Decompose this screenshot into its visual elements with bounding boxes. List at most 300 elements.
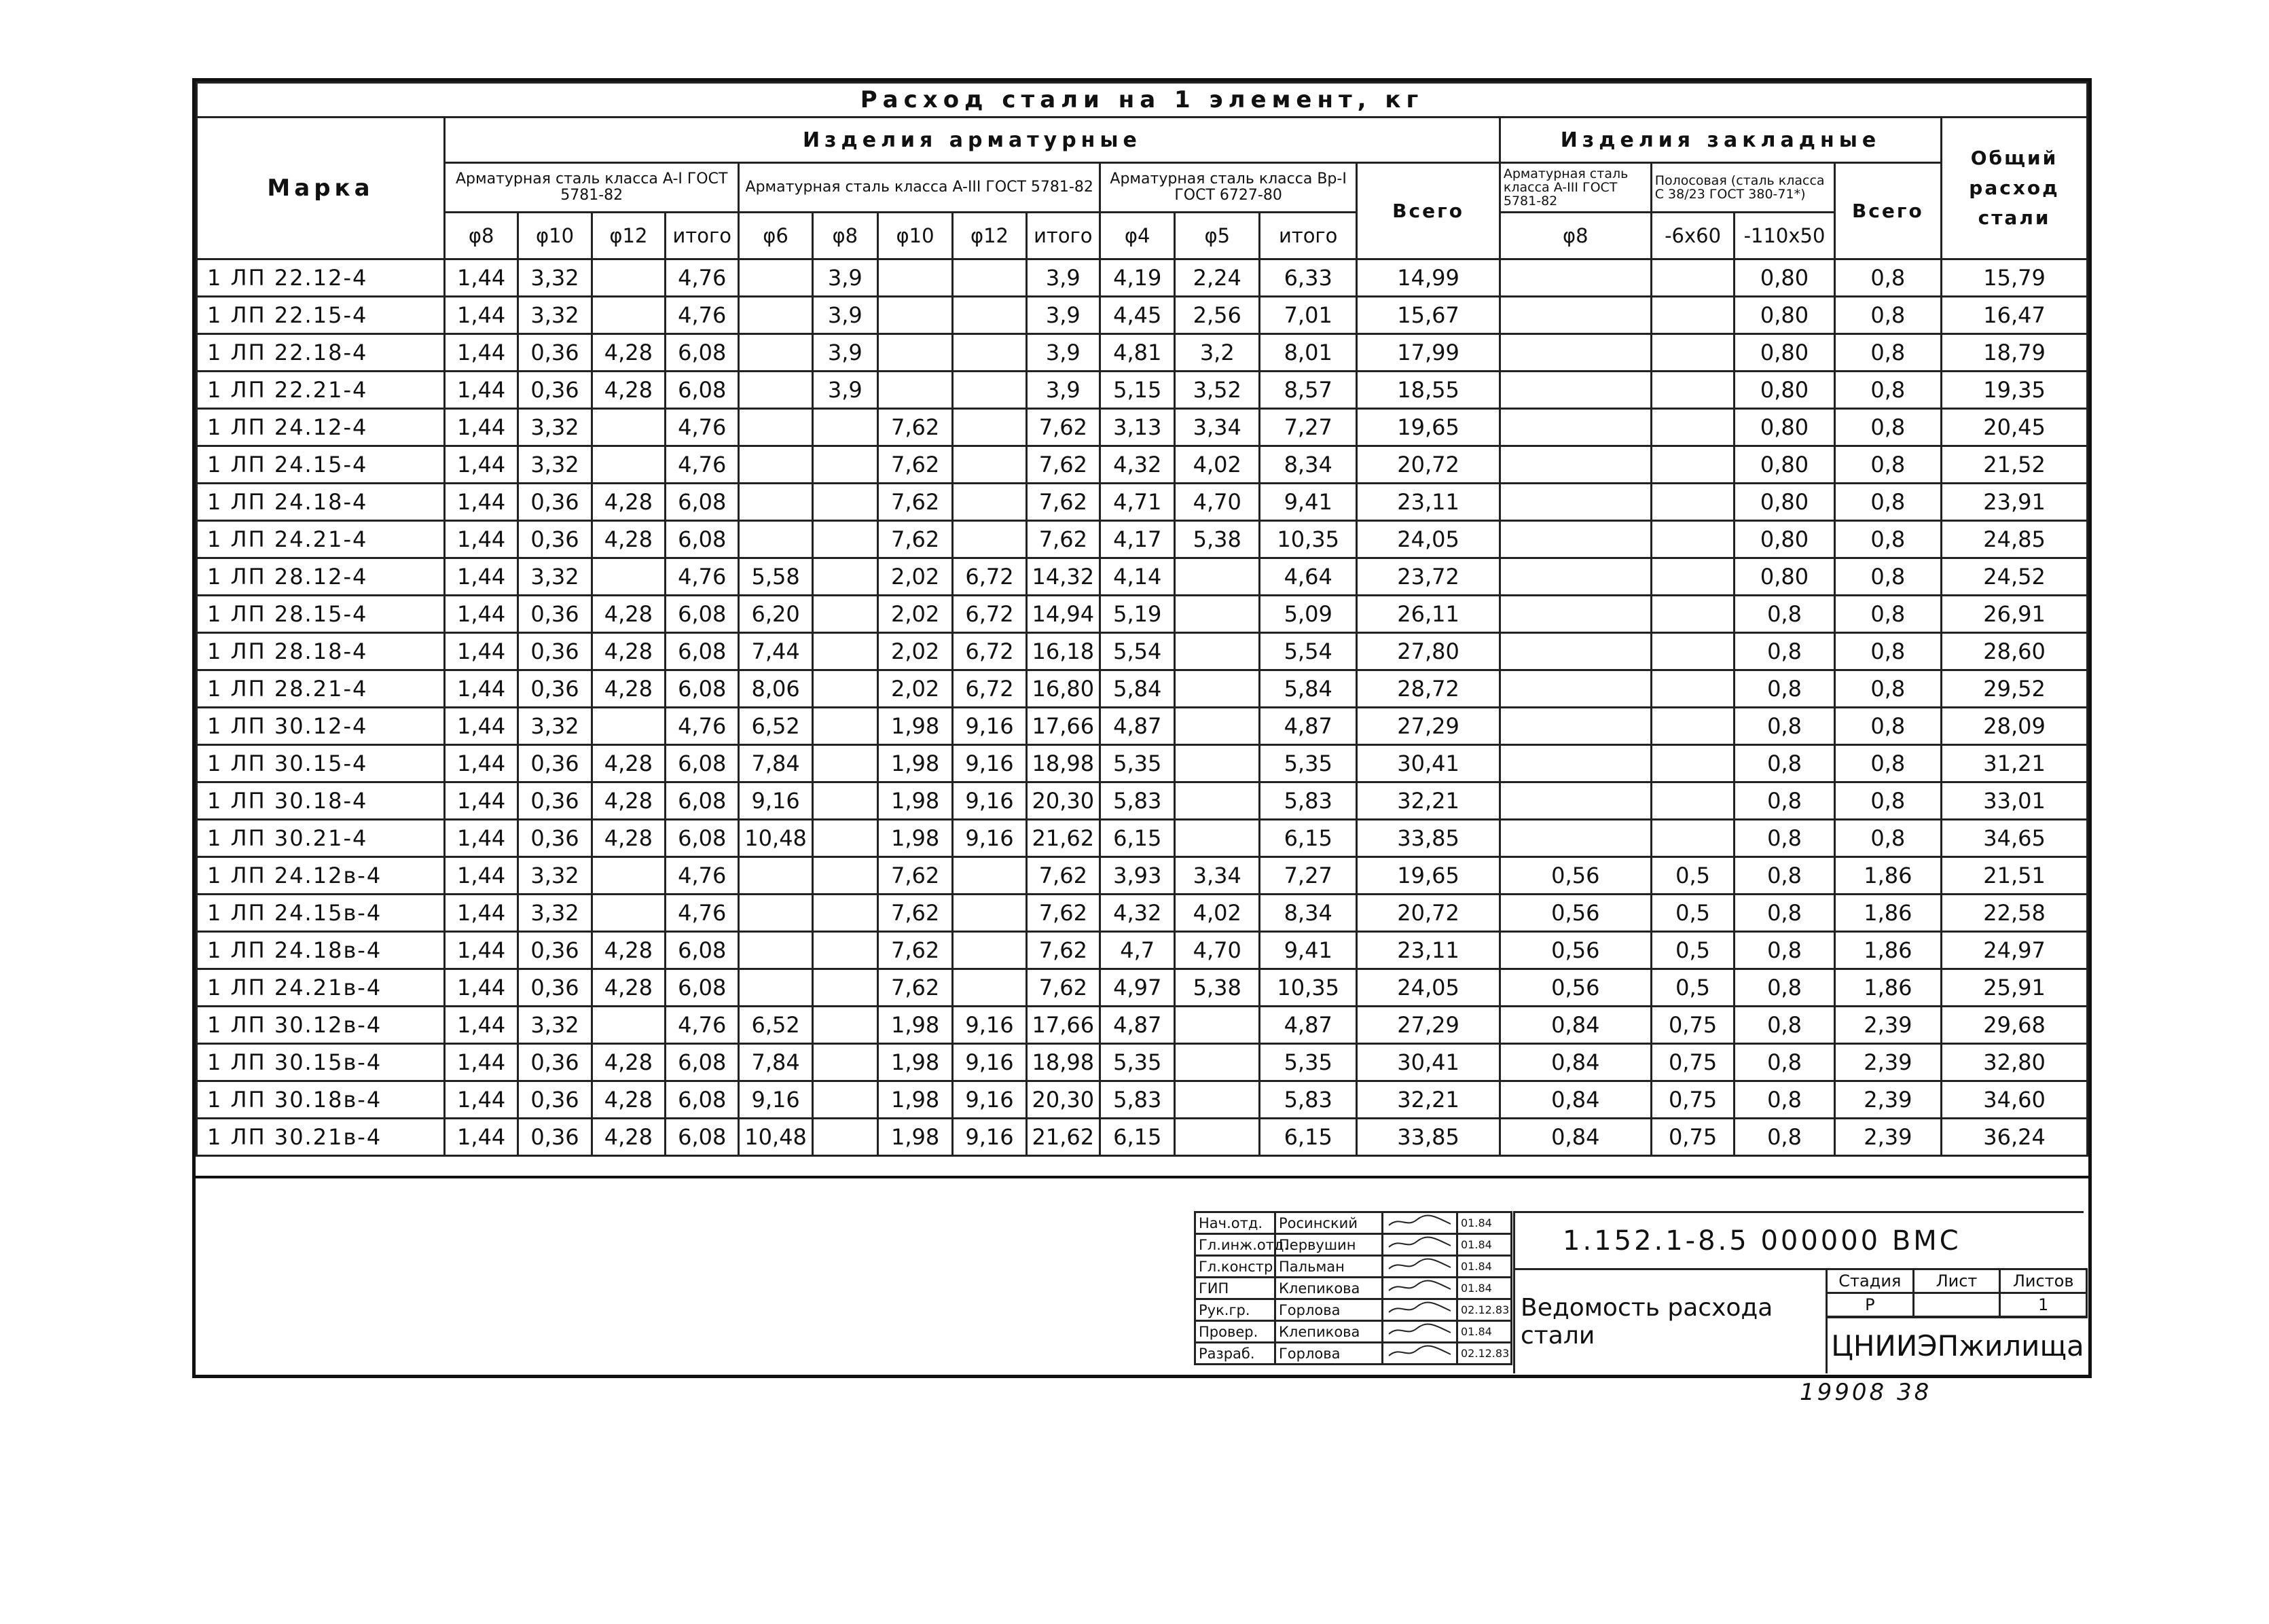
row-cell: 1,44 xyxy=(444,1119,518,1156)
row-cell: 5,83 xyxy=(1100,782,1175,820)
row-cell: 0,8 xyxy=(1735,969,1834,1007)
row-cell: 0,80 xyxy=(1735,372,1834,409)
row-cell: 0,84 xyxy=(1500,1119,1651,1156)
row-cell: 0,8 xyxy=(1735,745,1834,782)
row-cell: 24,05 xyxy=(1357,969,1500,1007)
row-cell: 6,08 xyxy=(666,1044,739,1081)
row-cell: 5,83 xyxy=(1260,1081,1357,1119)
row-cell: 7,62 xyxy=(1026,857,1100,895)
row-cell xyxy=(1175,820,1260,857)
row-cell: 23,72 xyxy=(1357,558,1500,596)
signature-name: Горлова xyxy=(1275,1299,1383,1321)
row-cell: 0,84 xyxy=(1500,1081,1651,1119)
row-cell xyxy=(877,259,952,297)
row-cell: 0,5 xyxy=(1651,932,1735,969)
row-cell: 7,84 xyxy=(739,745,812,782)
row-cell: 4,71 xyxy=(1100,484,1175,521)
signature-date: 01.84 xyxy=(1457,1234,1512,1256)
row-cell: 20,72 xyxy=(1357,895,1500,932)
row-cell: 1,86 xyxy=(1834,895,1941,932)
row-mark: 1 ЛП 22.15-4 xyxy=(197,297,445,334)
row-cell: 26,11 xyxy=(1357,596,1500,633)
row-cell: 6,08 xyxy=(666,633,739,670)
row-cell: 10,35 xyxy=(1260,969,1357,1007)
row-cell xyxy=(1651,558,1735,596)
row-cell: 22,58 xyxy=(1942,895,2088,932)
row-cell: 0,75 xyxy=(1651,1081,1735,1119)
row-cell xyxy=(1175,745,1260,782)
col-a1-d12: φ12 xyxy=(592,213,665,259)
row-cell: 6,08 xyxy=(666,745,739,782)
row-cell xyxy=(877,372,952,409)
row-mark: 1 ЛП 30.12в-4 xyxy=(197,1007,445,1044)
row-cell: 4,97 xyxy=(1100,969,1175,1007)
row-cell: 4,28 xyxy=(592,1081,665,1119)
row-cell: 5,54 xyxy=(1100,633,1175,670)
stage-value: Р xyxy=(1827,1293,1914,1317)
row-cell: 1,44 xyxy=(444,820,518,857)
row-cell: 6,08 xyxy=(666,334,739,372)
row-cell: 9,16 xyxy=(953,1081,1026,1119)
row-cell xyxy=(1175,1081,1260,1119)
row-cell: 4,28 xyxy=(592,334,665,372)
row-cell: 6,52 xyxy=(739,708,812,745)
row-cell: 6,15 xyxy=(1100,1119,1175,1156)
row-cell xyxy=(1175,782,1260,820)
row-cell xyxy=(1175,596,1260,633)
row-cell: 6,08 xyxy=(666,596,739,633)
signature-date: 01.84 xyxy=(1457,1321,1512,1343)
row-cell xyxy=(592,558,665,596)
row-cell: 1,44 xyxy=(444,297,518,334)
row-cell: 9,16 xyxy=(953,1119,1026,1156)
row-cell: 1,44 xyxy=(444,1007,518,1044)
row-cell: 6,08 xyxy=(666,372,739,409)
row-cell: 4,45 xyxy=(1100,297,1175,334)
row-cell: 0,36 xyxy=(518,745,592,782)
signature-role: Нач.отд. xyxy=(1195,1212,1275,1234)
row-cell: 7,62 xyxy=(1026,409,1100,446)
row-cell: 18,79 xyxy=(1942,334,2088,372)
row-cell xyxy=(1651,670,1735,708)
row-cell: 0,84 xyxy=(1500,1044,1651,1081)
row-cell xyxy=(592,259,665,297)
sheets-label: Листов xyxy=(2000,1269,2087,1293)
row-cell xyxy=(1651,596,1735,633)
row-cell xyxy=(1175,1119,1260,1156)
row-cell: 7,62 xyxy=(877,521,952,558)
row-cell xyxy=(1500,596,1651,633)
row-cell: 1,44 xyxy=(444,558,518,596)
row-cell xyxy=(739,259,812,297)
row-cell: 4,76 xyxy=(666,409,739,446)
row-cell: 4,76 xyxy=(666,297,739,334)
col-a3-total: итого xyxy=(1026,213,1100,259)
row-cell: 5,38 xyxy=(1175,521,1260,558)
row-cell: 1,44 xyxy=(444,969,518,1007)
table-row xyxy=(197,297,2088,334)
row-cell: 0,8 xyxy=(1834,558,1941,596)
row-cell: 6,72 xyxy=(953,558,1026,596)
row-cell: 4,17 xyxy=(1100,521,1175,558)
row-cell: 4,87 xyxy=(1260,708,1357,745)
row-cell: 0,36 xyxy=(518,633,592,670)
class-bp1-header: Арматурная сталь класса Bр-I ГОСТ 6727-80 xyxy=(1100,163,1357,213)
row-mark: 1 ЛП 30.15в-4 xyxy=(197,1044,445,1081)
table-row xyxy=(197,670,2088,708)
row-cell: 0,8 xyxy=(1834,446,1941,484)
row-cell xyxy=(592,708,665,745)
row-cell: 2,02 xyxy=(877,596,952,633)
col-a3-d6: φ6 xyxy=(739,213,812,259)
row-cell: 5,84 xyxy=(1100,670,1175,708)
row-cell: 4,87 xyxy=(1100,708,1175,745)
row-cell xyxy=(953,895,1026,932)
row-cell: 5,83 xyxy=(1100,1081,1175,1119)
signature-table xyxy=(1194,1211,1512,1365)
row-cell xyxy=(877,334,952,372)
row-cell: 16,18 xyxy=(1026,633,1100,670)
row-cell: 7,62 xyxy=(1026,895,1100,932)
row-cell xyxy=(812,820,877,857)
document-code: 1.152.1-8.5 000000 ВМС xyxy=(1513,1211,2084,1268)
signature-mark xyxy=(1383,1321,1457,1343)
row-cell xyxy=(1175,558,1260,596)
row-cell: 4,28 xyxy=(592,372,665,409)
sheets-value: 1 xyxy=(2000,1293,2087,1317)
row-cell: 32,21 xyxy=(1357,782,1500,820)
row-cell: 34,65 xyxy=(1942,820,2088,857)
row-cell: 0,80 xyxy=(1735,446,1834,484)
row-cell: 8,34 xyxy=(1260,895,1357,932)
row-cell: 28,09 xyxy=(1942,708,2088,745)
row-cell: 2,02 xyxy=(877,670,952,708)
row-cell xyxy=(1651,708,1735,745)
row-cell xyxy=(1175,708,1260,745)
row-cell: 9,41 xyxy=(1260,932,1357,969)
row-cell: 1,98 xyxy=(877,1081,952,1119)
col-a3-d8: φ8 xyxy=(812,213,877,259)
row-cell: 33,01 xyxy=(1942,782,2088,820)
steel-consumption-table xyxy=(196,82,2088,1157)
row-cell: 21,51 xyxy=(1942,857,2088,895)
row-cell: 4,28 xyxy=(592,932,665,969)
row-cell xyxy=(1500,409,1651,446)
col-bp1-d5: φ5 xyxy=(1175,213,1260,259)
row-cell: 4,7 xyxy=(1100,932,1175,969)
row-cell xyxy=(812,745,877,782)
row-cell: 3,52 xyxy=(1175,372,1260,409)
signature-row xyxy=(1195,1321,1512,1343)
signature-row xyxy=(1195,1343,1512,1365)
row-mark: 1 ЛП 24.15в-4 xyxy=(197,895,445,932)
signature-row xyxy=(1195,1256,1512,1278)
row-cell: 3,32 xyxy=(518,895,592,932)
row-cell: 4,02 xyxy=(1175,895,1260,932)
row-cell: 17,99 xyxy=(1357,334,1500,372)
row-mark: 1 ЛП 22.12-4 xyxy=(197,259,445,297)
row-mark: 1 ЛП 24.12в-4 xyxy=(197,857,445,895)
row-cell: 1,44 xyxy=(444,446,518,484)
row-mark: 1 ЛП 30.18в-4 xyxy=(197,1081,445,1119)
row-cell: 1,44 xyxy=(444,633,518,670)
emb-strip-header: Полосовая (сталь класса С 38/23 ГОСТ 380-71*) xyxy=(1651,163,1834,213)
row-cell: 3,32 xyxy=(518,297,592,334)
row-cell: 0,8 xyxy=(1735,1007,1834,1044)
row-cell xyxy=(812,446,877,484)
row-cell: 4,28 xyxy=(592,484,665,521)
row-cell: 3,32 xyxy=(518,857,592,895)
row-cell xyxy=(1175,633,1260,670)
row-cell: 0,8 xyxy=(1834,372,1941,409)
row-cell: 1,44 xyxy=(444,334,518,372)
signature-role: Гл.инж.отд. xyxy=(1195,1234,1275,1256)
row-cell: 1,98 xyxy=(877,1044,952,1081)
row-cell: 10,48 xyxy=(739,820,812,857)
row-cell: 2,56 xyxy=(1175,297,1260,334)
row-cell: 0,80 xyxy=(1735,259,1834,297)
row-mark: 1 ЛП 24.21-4 xyxy=(197,521,445,558)
row-cell: 7,62 xyxy=(877,484,952,521)
table-row xyxy=(197,1119,2088,1156)
row-cell: 3,34 xyxy=(1175,857,1260,895)
row-cell: 4,87 xyxy=(1100,1007,1175,1044)
row-cell: 0,8 xyxy=(1834,633,1941,670)
row-cell: 6,20 xyxy=(739,596,812,633)
row-cell: 1,98 xyxy=(877,1119,952,1156)
row-cell: 0,84 xyxy=(1500,1007,1651,1044)
row-cell: 4,28 xyxy=(592,745,665,782)
row-cell: 3,9 xyxy=(812,297,877,334)
row-cell: 24,05 xyxy=(1357,521,1500,558)
row-cell xyxy=(592,409,665,446)
row-cell xyxy=(812,521,877,558)
row-cell: 7,84 xyxy=(739,1044,812,1081)
row-cell xyxy=(812,1007,877,1044)
row-cell: 4,87 xyxy=(1260,1007,1357,1044)
row-cell: 4,14 xyxy=(1100,558,1175,596)
row-cell xyxy=(1500,558,1651,596)
row-mark: 1 ЛП 28.21-4 xyxy=(197,670,445,708)
signature-date: 01.84 xyxy=(1457,1278,1512,1299)
signature-role: Рук.гр. xyxy=(1195,1299,1275,1321)
table-row xyxy=(197,1081,2088,1119)
row-cell xyxy=(812,969,877,1007)
row-cell: 4,28 xyxy=(592,670,665,708)
row-cell: 1,98 xyxy=(877,1007,952,1044)
row-cell: 8,06 xyxy=(739,670,812,708)
class-a1-header: Арматурная сталь класса A-I ГОСТ 5781-82 xyxy=(444,163,738,213)
sheet-value xyxy=(1913,1293,2000,1317)
signature-mark xyxy=(1383,1234,1457,1256)
table-row xyxy=(197,633,2088,670)
row-cell: 16,80 xyxy=(1026,670,1100,708)
row-cell: 3,9 xyxy=(1026,372,1100,409)
row-cell: 0,36 xyxy=(518,596,592,633)
row-cell xyxy=(1651,633,1735,670)
table-row xyxy=(197,932,2088,969)
row-cell: 5,58 xyxy=(739,558,812,596)
row-cell: 31,21 xyxy=(1942,745,2088,782)
row-cell: 34,60 xyxy=(1942,1081,2088,1119)
row-cell: 5,09 xyxy=(1260,596,1357,633)
row-cell: 2,02 xyxy=(877,633,952,670)
table-row xyxy=(197,446,2088,484)
signature-role: Гл.констр. xyxy=(1195,1256,1275,1278)
row-cell: 3,9 xyxy=(1026,259,1100,297)
row-cell: 1,44 xyxy=(444,259,518,297)
row-cell: 1,44 xyxy=(444,1081,518,1119)
signature-date: 01.84 xyxy=(1457,1256,1512,1278)
organization-name: ЦНИИЭПжилища xyxy=(1826,1316,2088,1373)
row-cell: 16,47 xyxy=(1942,297,2088,334)
col-a3-d12: φ12 xyxy=(953,213,1026,259)
row-cell: 7,44 xyxy=(739,633,812,670)
row-cell: 19,65 xyxy=(1357,857,1500,895)
row-cell: 26,91 xyxy=(1942,596,2088,633)
row-mark: 1 ЛП 24.15-4 xyxy=(197,446,445,484)
row-cell xyxy=(1500,633,1651,670)
row-cell: 18,98 xyxy=(1026,745,1100,782)
signature-row xyxy=(1195,1234,1512,1256)
emb-total-header: Всего xyxy=(1834,163,1941,259)
row-cell: 0,36 xyxy=(518,334,592,372)
class-a3-header: Арматурная сталь класса A-III ГОСТ 5781-82 xyxy=(739,163,1100,213)
row-cell: 5,19 xyxy=(1100,596,1175,633)
row-cell: 33,85 xyxy=(1357,1119,1500,1156)
row-cell xyxy=(953,932,1026,969)
signature-name: Горлова xyxy=(1275,1343,1383,1365)
row-cell: 0,8 xyxy=(1735,932,1834,969)
table-row xyxy=(197,969,2088,1007)
row-cell: 0,8 xyxy=(1834,259,1941,297)
row-cell: 19,35 xyxy=(1942,372,2088,409)
row-cell xyxy=(953,409,1026,446)
row-cell: 1,44 xyxy=(444,895,518,932)
row-cell: 4,28 xyxy=(592,820,665,857)
row-cell xyxy=(812,1044,877,1081)
row-cell: 10,48 xyxy=(739,1119,812,1156)
row-cell: 0,8 xyxy=(1735,782,1834,820)
row-cell: 6,72 xyxy=(953,670,1026,708)
row-cell: 0,80 xyxy=(1735,558,1834,596)
emb-a3-header: Арматурная сталь класса A-III ГОСТ 5781-82 xyxy=(1500,163,1651,213)
row-mark: 1 ЛП 30.18-4 xyxy=(197,782,445,820)
row-cell: 7,62 xyxy=(1026,484,1100,521)
row-cell: 0,56 xyxy=(1500,857,1651,895)
row-cell: 7,27 xyxy=(1260,409,1357,446)
row-cell: 24,85 xyxy=(1942,521,2088,558)
row-cell xyxy=(739,857,812,895)
table-body xyxy=(197,259,2088,1156)
row-cell xyxy=(812,409,877,446)
row-cell xyxy=(592,895,665,932)
row-cell xyxy=(1651,334,1735,372)
table-row xyxy=(197,895,2088,932)
row-cell xyxy=(1175,1007,1260,1044)
row-cell: 0,8 xyxy=(1834,820,1941,857)
col-emb-d8: φ8 xyxy=(1500,213,1651,259)
row-cell: 4,32 xyxy=(1100,895,1175,932)
row-cell: 3,32 xyxy=(518,1007,592,1044)
row-cell xyxy=(1500,670,1651,708)
row-cell: 0,80 xyxy=(1735,521,1834,558)
row-cell: 0,8 xyxy=(1735,670,1834,708)
row-cell: 20,72 xyxy=(1357,446,1500,484)
row-cell: 4,28 xyxy=(592,782,665,820)
row-cell: 7,01 xyxy=(1260,297,1357,334)
row-cell xyxy=(812,932,877,969)
signature-row xyxy=(1195,1212,1512,1234)
row-cell: 18,98 xyxy=(1026,1044,1100,1081)
row-cell: 4,76 xyxy=(666,708,739,745)
row-cell xyxy=(1500,297,1651,334)
row-cell xyxy=(953,521,1026,558)
row-cell: 20,30 xyxy=(1026,1081,1100,1119)
row-cell: 8,34 xyxy=(1260,446,1357,484)
row-cell: 3,9 xyxy=(1026,334,1100,372)
row-cell: 1,44 xyxy=(444,1044,518,1081)
row-cell xyxy=(812,670,877,708)
signature-mark xyxy=(1383,1256,1457,1278)
row-cell: 4,76 xyxy=(666,259,739,297)
row-cell: 9,16 xyxy=(739,1081,812,1119)
signature-name: Клепикова xyxy=(1275,1278,1383,1299)
row-cell: 6,15 xyxy=(1260,1119,1357,1156)
row-cell xyxy=(953,969,1026,1007)
row-cell xyxy=(1651,521,1735,558)
stage-table xyxy=(1826,1268,2088,1318)
row-cell: 0,36 xyxy=(518,1081,592,1119)
col-bp1-total: итого xyxy=(1260,213,1357,259)
inventory-number: 19908 38 xyxy=(1800,1379,1932,1406)
row-cell xyxy=(1651,446,1735,484)
row-cell: 2,39 xyxy=(1834,1007,1941,1044)
stage-label: Стадия xyxy=(1827,1269,1914,1293)
row-cell: 2,39 xyxy=(1834,1044,1941,1081)
col-a1-total: итого xyxy=(666,213,739,259)
table-row xyxy=(197,745,2088,782)
row-cell: 0,8 xyxy=(1834,596,1941,633)
row-cell: 29,52 xyxy=(1942,670,2088,708)
row-cell: 0,8 xyxy=(1735,596,1834,633)
signature-date: 02.12.83 xyxy=(1457,1299,1512,1321)
row-cell: 5,35 xyxy=(1100,1044,1175,1081)
row-cell: 10,35 xyxy=(1260,521,1357,558)
row-cell: 0,8 xyxy=(1735,820,1834,857)
embedded-group-header: Изделия закладные xyxy=(1500,118,1941,163)
row-cell: 5,38 xyxy=(1175,969,1260,1007)
row-cell: 3,9 xyxy=(812,334,877,372)
row-cell xyxy=(1500,782,1651,820)
row-cell: 3,9 xyxy=(812,372,877,409)
row-mark: 1 ЛП 24.18в-4 xyxy=(197,932,445,969)
col-a1-d8: φ8 xyxy=(444,213,518,259)
table-row xyxy=(197,1044,2088,1081)
row-cell: 1,98 xyxy=(877,708,952,745)
table-row xyxy=(197,820,2088,857)
signature-name: Росинский xyxy=(1275,1212,1383,1234)
row-cell: 4,32 xyxy=(1100,446,1175,484)
row-cell: 4,70 xyxy=(1175,484,1260,521)
row-cell: 4,19 xyxy=(1100,259,1175,297)
row-cell: 3,32 xyxy=(518,446,592,484)
row-cell: 9,16 xyxy=(953,820,1026,857)
row-cell xyxy=(1500,708,1651,745)
table-row xyxy=(197,857,2088,895)
row-cell xyxy=(739,297,812,334)
row-cell: 1,44 xyxy=(444,745,518,782)
